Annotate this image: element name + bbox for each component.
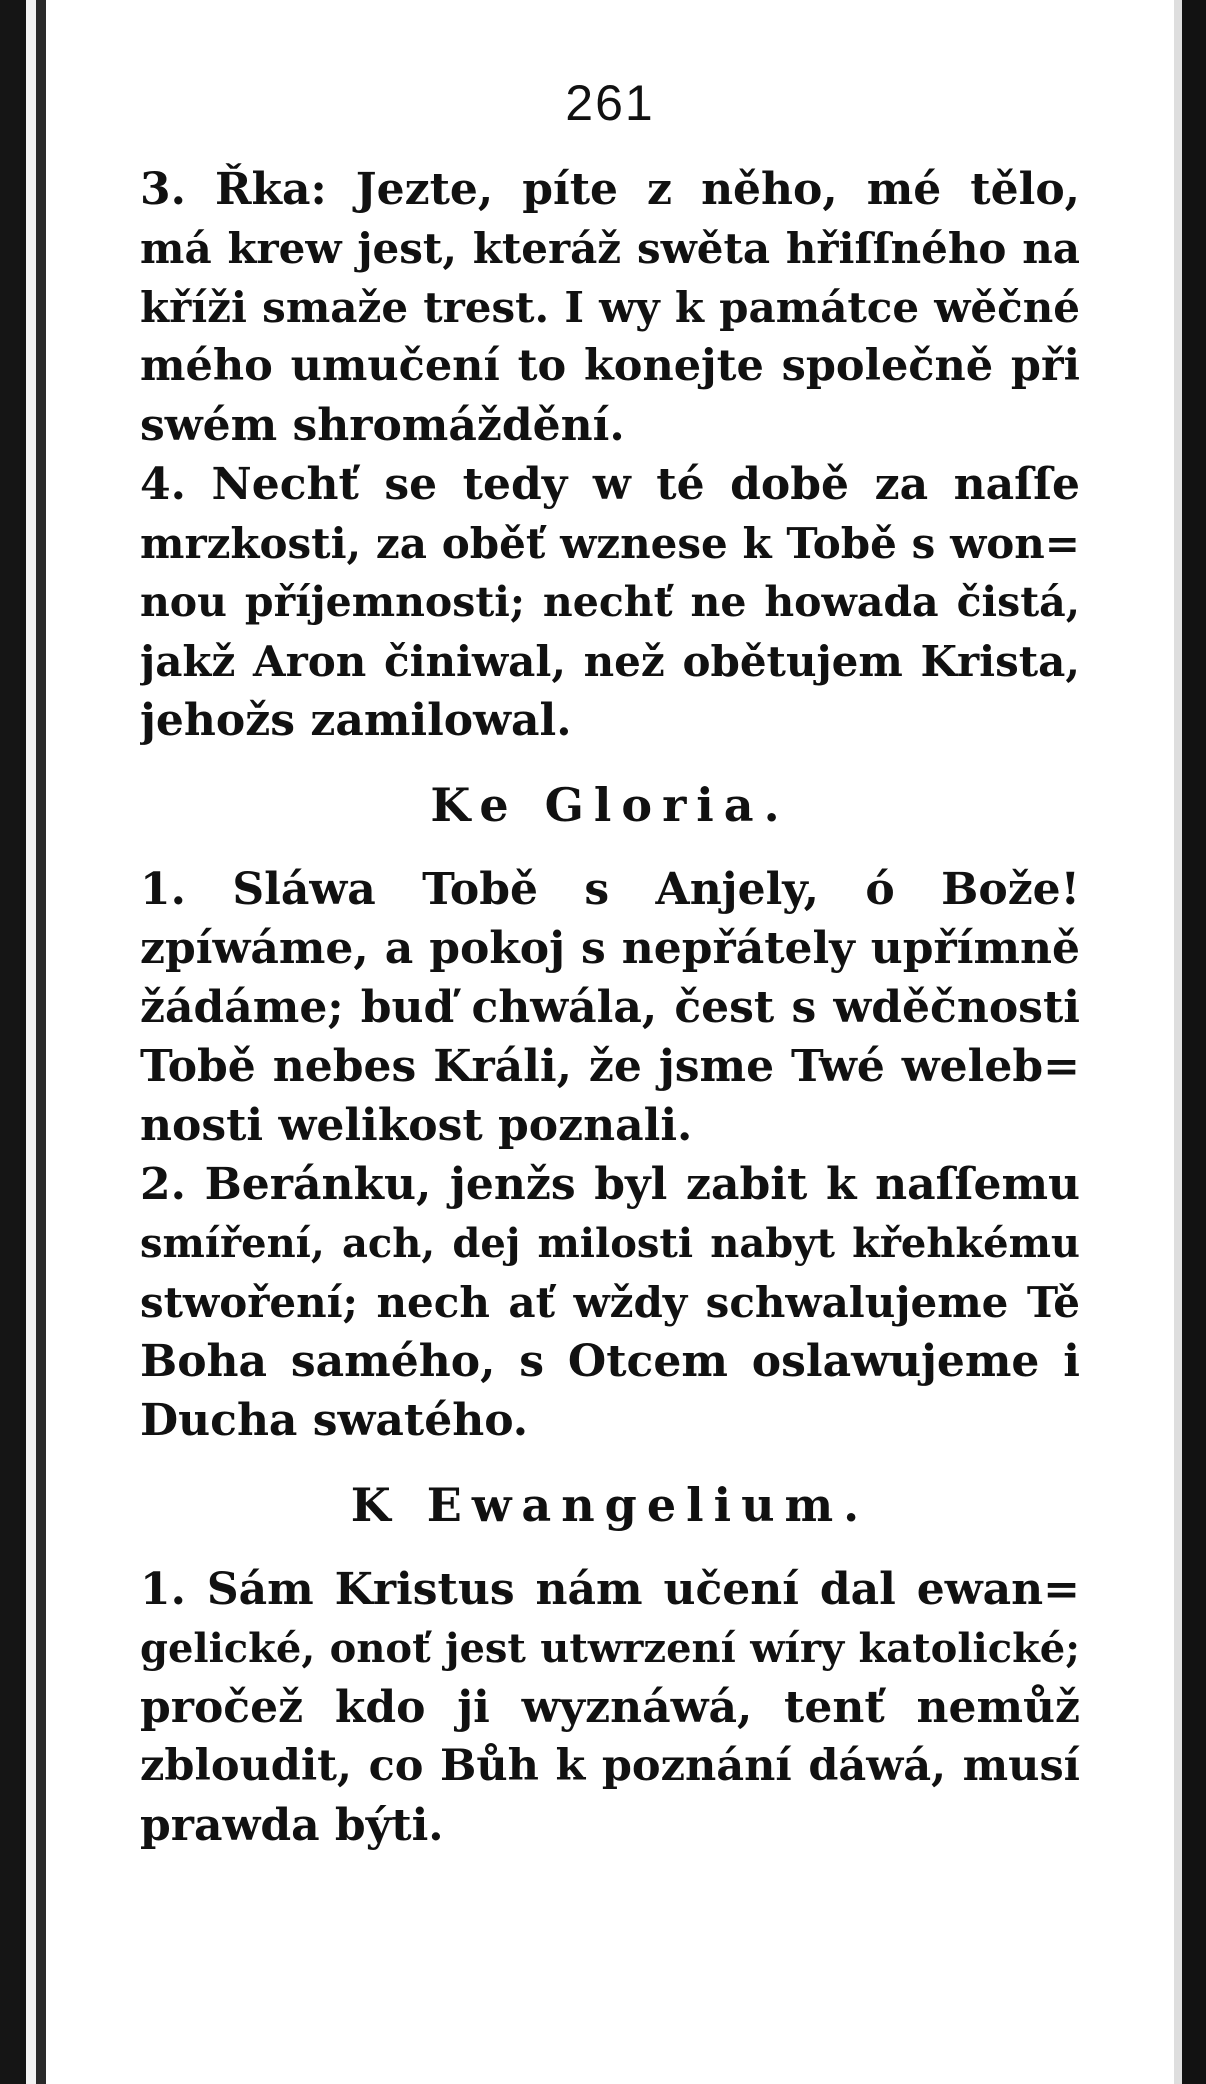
page-text [140, 160, 1080, 1855]
text-line: Tobě nebes Králi, že jsme Twé weleb= [140, 1041, 1080, 1092]
text-line: nou příjemnosti; nechť ne howada čistá, [140, 578, 1080, 626]
text-line: swém shromáždění. [140, 400, 625, 451]
section-heading-gloria: Ke Gloria. [430, 778, 790, 832]
book-page [140, 0, 1080, 2084]
scan-edge-left [0, 0, 26, 2084]
text-line: zpíwáme, a pokoj s nepřátely upřímně [140, 923, 1080, 974]
text-line: zbloudit, co Bůh k poznání dáwá, musí [140, 1741, 1080, 1791]
text-line: mrzkosti, za oběť wznese k Tobě s won= [140, 519, 1080, 568]
text-line: prawda býti. [140, 1800, 444, 1851]
text-line: 1. Sám Kristus nám učení dal ewan= [140, 1564, 1080, 1615]
scan-edge-left-gap [26, 0, 36, 2084]
text-line: 3. Řka: Jezte, píte z něho, mé tělo, [140, 164, 1080, 215]
text-line: jakž Aron činiwal, než obětujem Krista, [140, 637, 1080, 686]
text-line: pročež kdo ji wyznáwá, tenť nemůž [140, 1682, 1080, 1733]
text-line: 1. Sláwa Tobě s Anjely, ó Bože! [140, 864, 1080, 915]
text-line: gelické, onoť jest utwrzení wíry katolické; [140, 1625, 1080, 1672]
text-line: nosti welikost poznali. [140, 1100, 693, 1151]
scan-edge-left-inner [36, 0, 46, 2084]
section-heading-ewangelium: K Ewangelium. [350, 1478, 870, 1532]
text-line: 4. Nechť se tedy w té době za naſſe [140, 459, 1080, 510]
text-line: jehožs zamilowal. [140, 695, 572, 746]
text-line: má krew jest, kteráž swěta hřiſſného na [140, 224, 1080, 273]
text-line: 2. Beránku, jenžs byl zabit k naſſemu [140, 1159, 1080, 1210]
scan-edge-right-gap [1174, 0, 1182, 2084]
text-line: stwoření; nech ať wždy schwalujeme Tě [140, 1278, 1080, 1327]
scan-edge-right [1182, 0, 1206, 2084]
text-line: Ducha swatého. [140, 1395, 529, 1446]
text-line: kříži smaže trest. I wy k památce wěčné [140, 283, 1080, 332]
text-line: žádáme; buď chwála, čest s wděčnosti [140, 982, 1080, 1033]
text-line: smíření, ach, dej milosti nabyt křehkému [140, 1220, 1080, 1267]
page-number: 261 [565, 75, 655, 131]
text-line: mého umučení to konejte společně při [140, 341, 1080, 391]
text-line: Boha samého, s Otcem oslawujeme i [140, 1336, 1080, 1387]
